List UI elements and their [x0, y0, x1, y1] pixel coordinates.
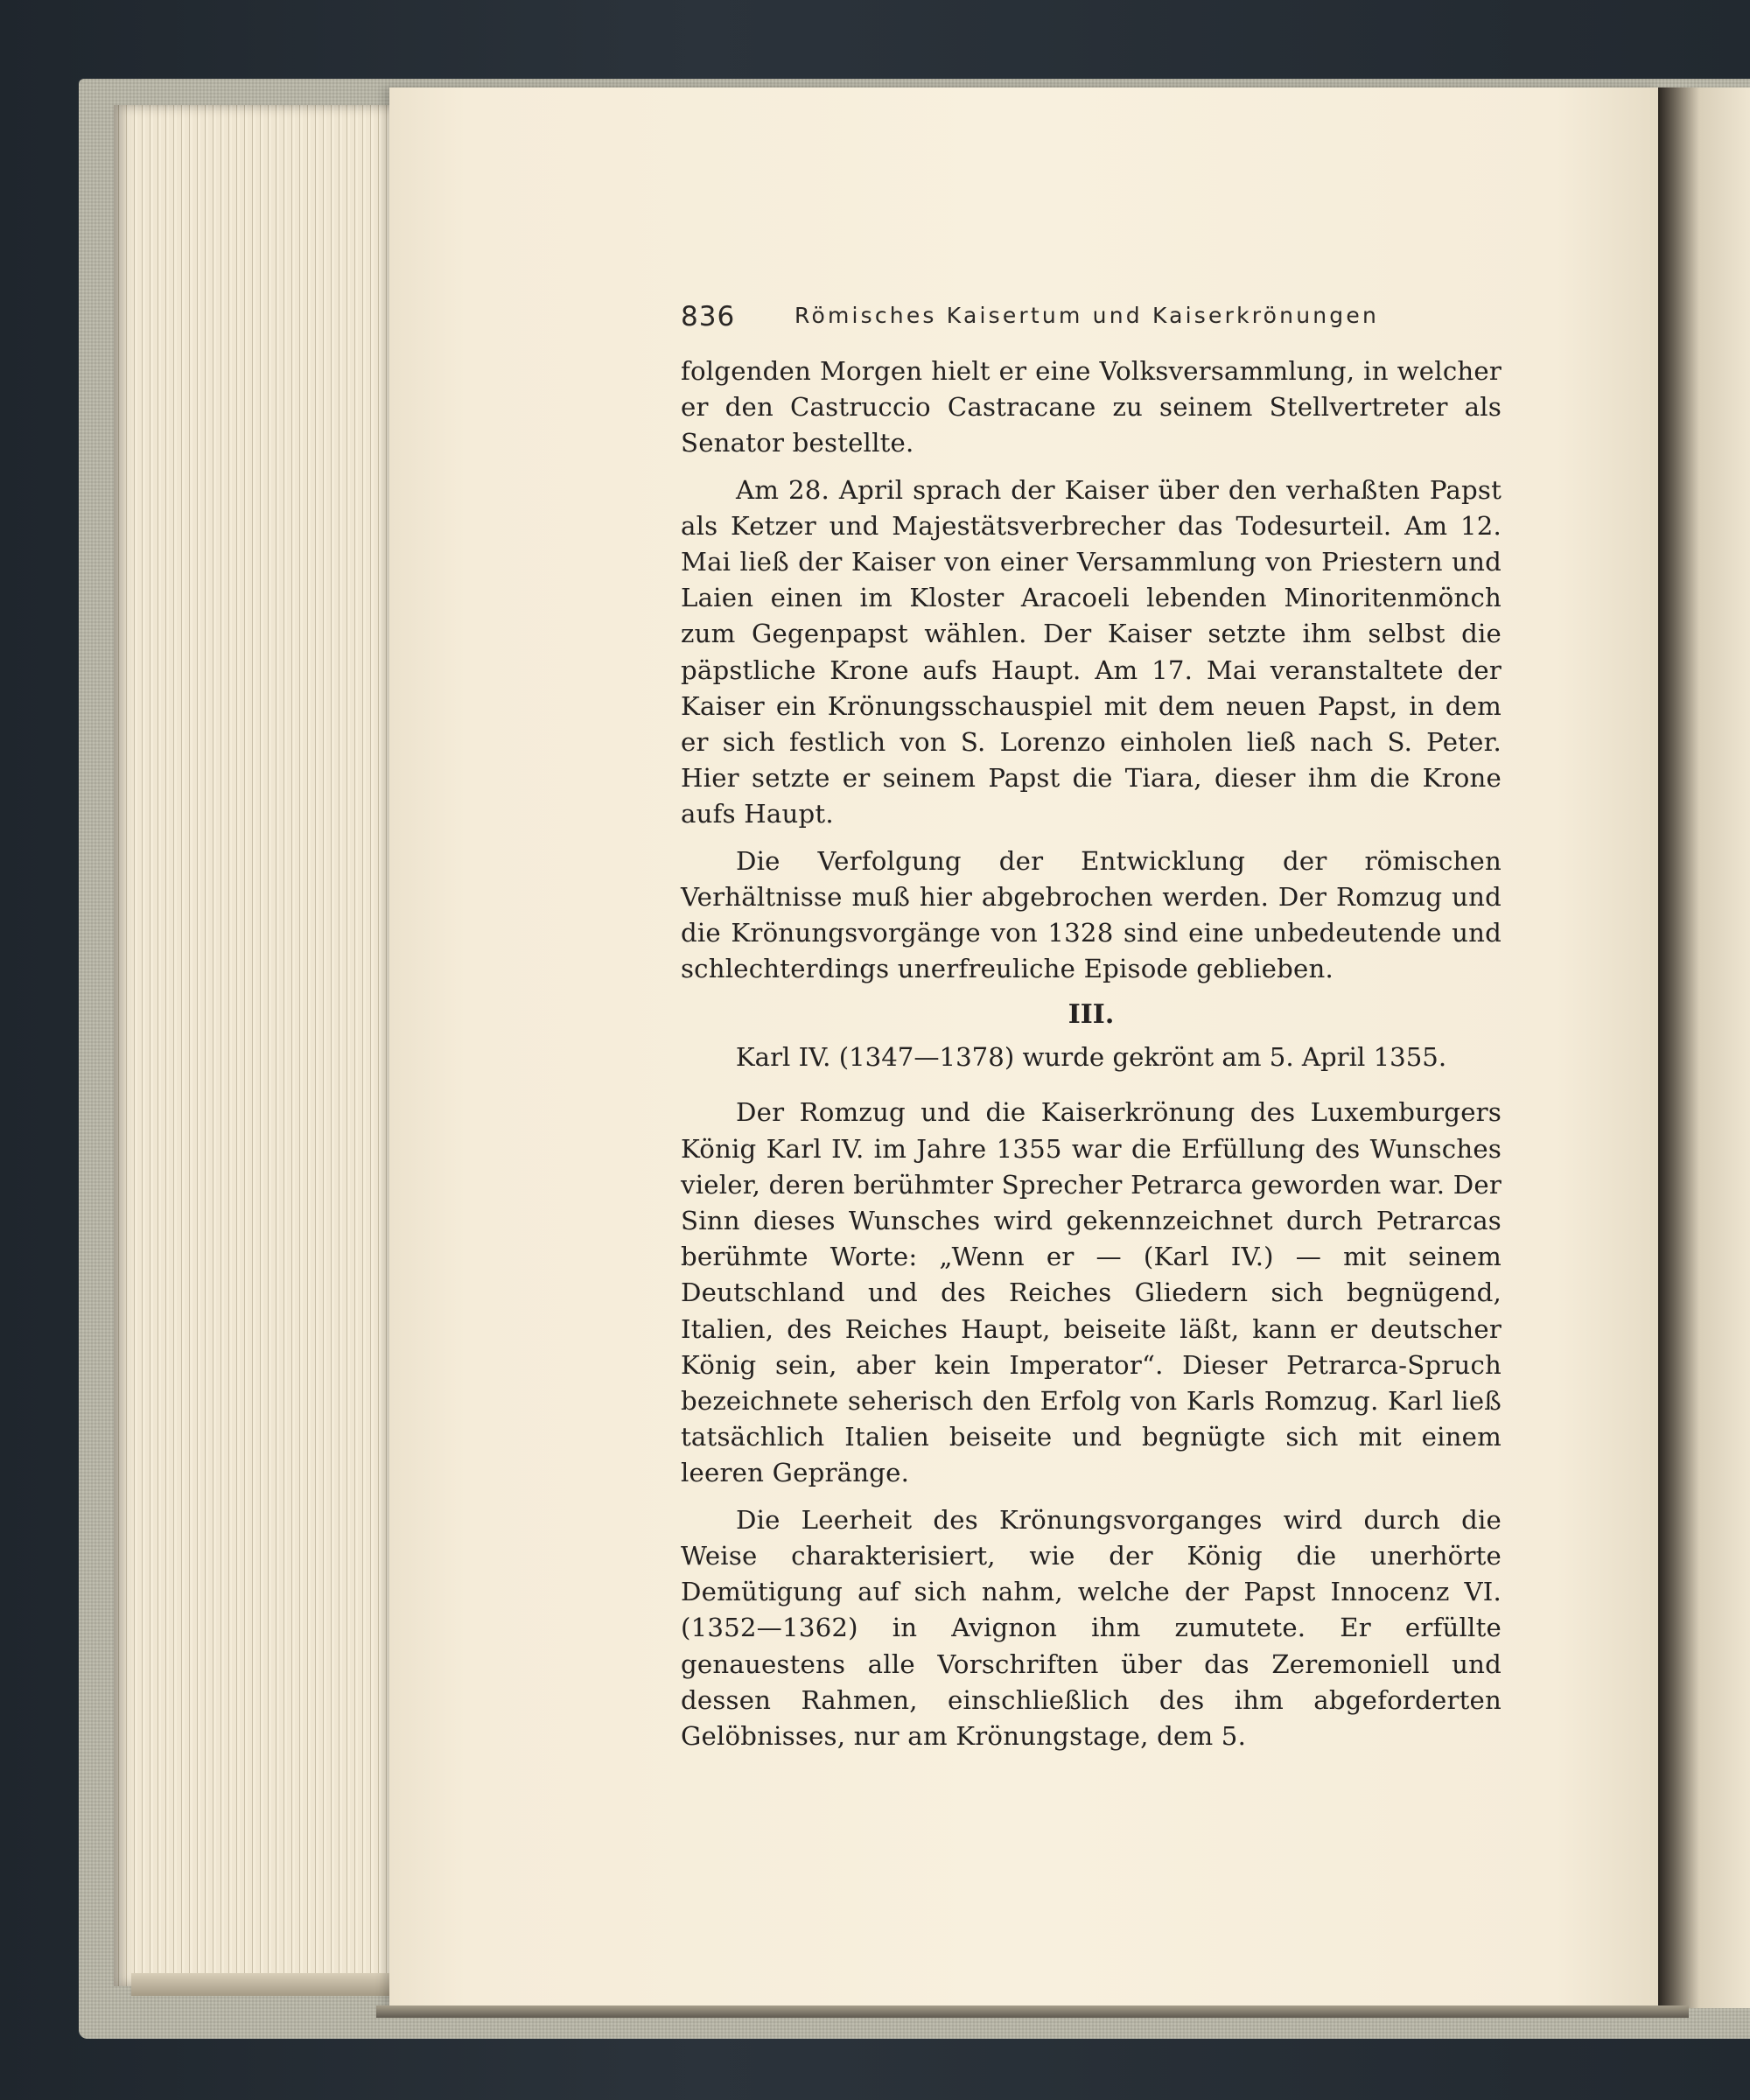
paragraph: Der Romzug und die Kaiserkrönung des Luxemburgers König Karl IV. im Jahre 1355 war die Erfüllung des Wunsches vieler, deren berühmter Sprecher Petrarca geworden war. Der Sinn dieses Wunsches wird gekennzeichnet durch Petrarcas berühmte Worte: „Wenn er — (Karl IV.) — mit seinem Deutschland und des Reiches Gliedern sich begnügend, Italien, des Reiches Haupt, beiseite läßt, kann er deutscher König sein, aber kein Imperator“. Dieser Petrarca-Spruch bezeichnete seherisch den Erfolg von Karls Romzug. Karl ließ tatsächlich Italien beiseite und begnügte sich mit einem leeren Gepränge.: [681, 1097, 1502, 1488]
running-title: Römisches Kaisertum und Kaiserkrönungen: [794, 303, 1380, 328]
running-head: [681, 298, 1502, 343]
paragraph: Die Leerheit des Krönungsvorganges wird durch die Weise charakterisiert, wie der König die unerhörte Demütigung auf sich nahm, welche der Papst Innocenz VI. (1352—1362) in Avignon ihm zumutete. Er erfüllte genauestens alle Vorschriften über das Zeremoniell und dessen Rahmen, einschließlich des ihm abgeforderten Gelöbnisses, nur am Krönungstage, dem 5.: [681, 1504, 1502, 1751]
gutter-shadow: [1658, 88, 1750, 2008]
text-block: [681, 298, 1502, 1754]
paragraph: Die Verfolgung der Entwicklung der römischen Verhältnisse muß hier abgebrochen werden. Der Romzug und die Krönungsvorgänge von 1328 sind eine unbedeutende und schlechterdings unerfreuliche Episode geblieben.: [681, 845, 1502, 984]
page-number: 836: [681, 301, 736, 332]
page-block-edges: [114, 105, 402, 1986]
paragraph: Am 28. April sprach der Kaiser über den verhaßten Papst als Ketzer und Majestätsverbrecher das Todesurteil. Am 12. Mai ließ der Kaiser von einer Versammlung von Priestern und Laien einen im Kloster Aracoeli lebenden Minoritenmönch zum Gegenpapst wählen. Der Kaiser setzte ihm selbst die päpstliche Krone aufs Haupt. Am 17. Mai veranstaltete der Kaiser ein Krönungsschauspiel mit dem neuen Papst, in dem er sich festlich von S. Lorenzo einholen ließ nach S. Peter. Hier setzte er seinem Papst die Tiara, dieser ihm die Krone aufs Haupt.: [681, 474, 1502, 830]
section-title: Karl IV. (1347—1378) wurde gekrönt am 5. April 1355.: [735, 1042, 1447, 1073]
paragraph: folgenden Morgen hielt er eine Volksversammlung, in welcher er den Castruccio Castracane zu seinem Stellvertreter als Senator bestellte.: [681, 356, 1502, 458]
section-numeral: III.: [1068, 999, 1115, 1031]
page-bottom-edge: [376, 2006, 1689, 2018]
page-block-bottom: [131, 1973, 394, 1996]
